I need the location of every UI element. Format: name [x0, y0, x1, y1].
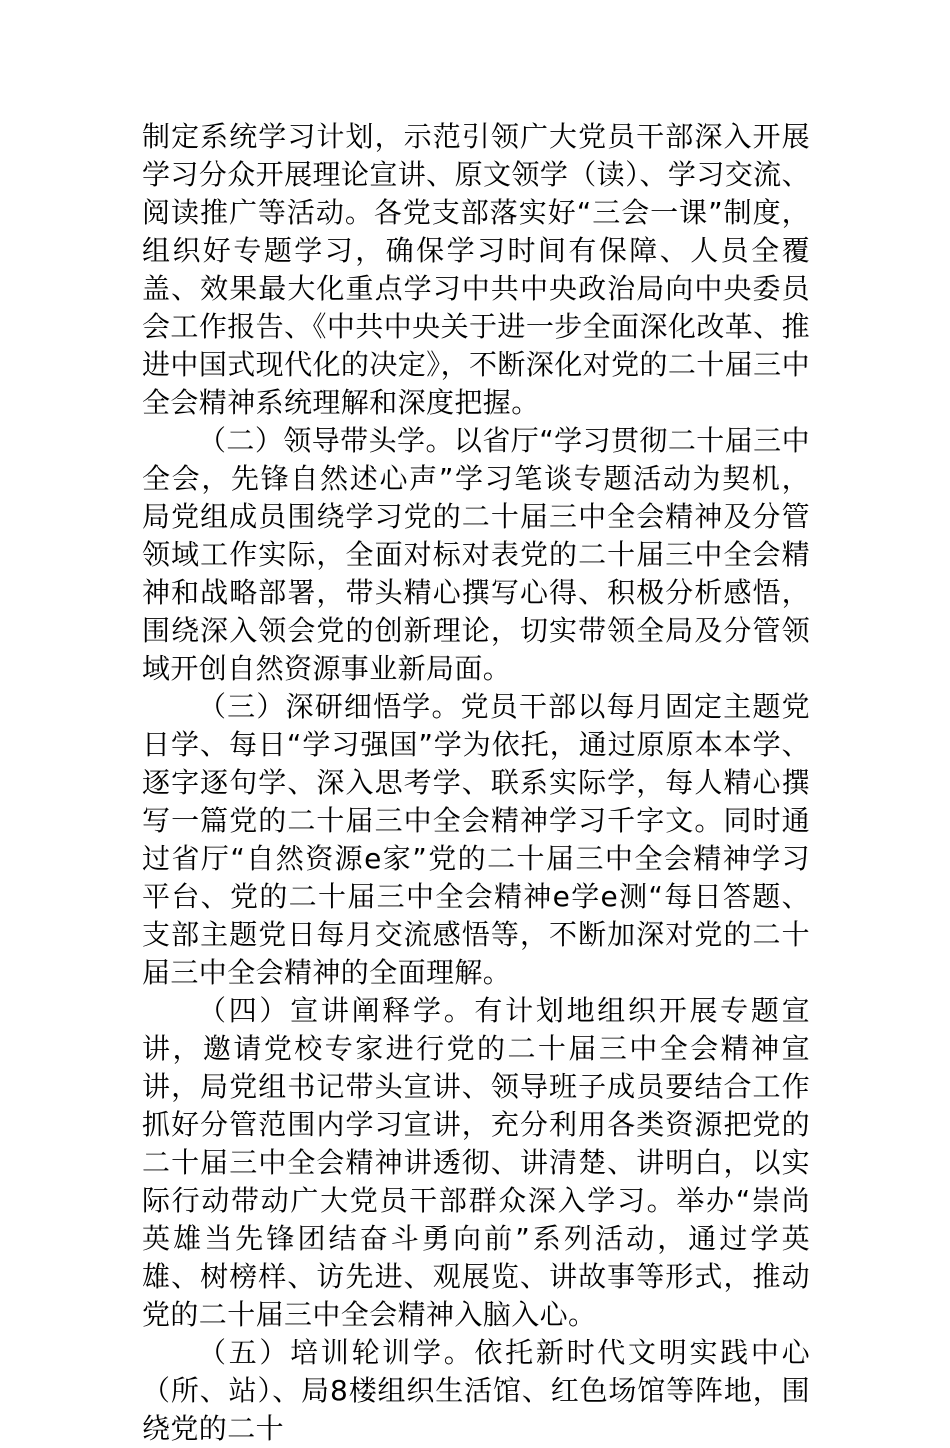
paragraph-study-plan: 制定系统学习计划，示范引领广大党员干部深入开展学习分众开展理论宣讲、原文领学（读）、学习交流、阅读推广等活动。各党支部落实好“三会一课”制度，组织好专题学习，确保学习时间有保障、人员全覆盖、效果最大化重点学习中共中央政治局向中央委员会工作报告、《中共中央关于进一步全面深化改革、推进中国式现代化的决定》，不断深化对党的二十届三中全会精神系统理解和深度把握。: [142, 120, 810, 419]
paragraph-training-study: （五）培训轮训学。依托新时代文明实践中心（所、站）、局8楼组织生活馆、红色场馆等阵地，围绕党的二十: [142, 1336, 810, 1445]
paragraph-lecture-study: （四）宣讲阐释学。有计划地组织开展专题宣讲，邀请党校专家进行党的二十届三中全会精神宣讲，局党组书记带头宣讲、领导班子成员要结合工作抓好分管范围内学习宣讲，充分利用各类资源把党的二十届三中全会精神讲透彻、讲清楚、讲明白，以实际行动带动广大党员干部群众深入学习。举办“崇尚英雄当先锋团结奋斗勇向前”系列活动，通过学英雄、树榜样、访先进、观展览、讲故事等形式，推动党的二十届三中全会精神入脑入心。: [142, 994, 810, 1331]
paragraph-deep-study: （三）深研细悟学。党员干部以每月固定主题党日学、每日“学习强国”学为依托，通过原原本本学、逐字逐句学、深入思考学、联系实际学，每人精心撰写一篇党的二十届三中全会精神学习千字文。同时通过省厅“自然资源e家”党的二十届三中全会精神学习平台、党的二十届三中全会精神e学e测“每日答题、支部主题党日每月交流感悟等，不断加深对党的二十届三中全会精神的全面理解。: [142, 690, 810, 989]
paragraph-leaders-study: （二）领导带头学。以省厅“学习贯彻二十届三中全会，先锋自然述心声”学习笔谈专题活动为契机，局党组成员围绕学习党的二十届三中全会精神及分管领域工作实际，全面对标对表党的二十届三中全会精神和战略部署，带头精心撰写心得、积极分析感悟，围绕深入领会党的创新理论，切实带领全局及分管领域开创自然资源事业新局面。: [142, 424, 810, 685]
document-page: [142, 118, 810, 1448]
